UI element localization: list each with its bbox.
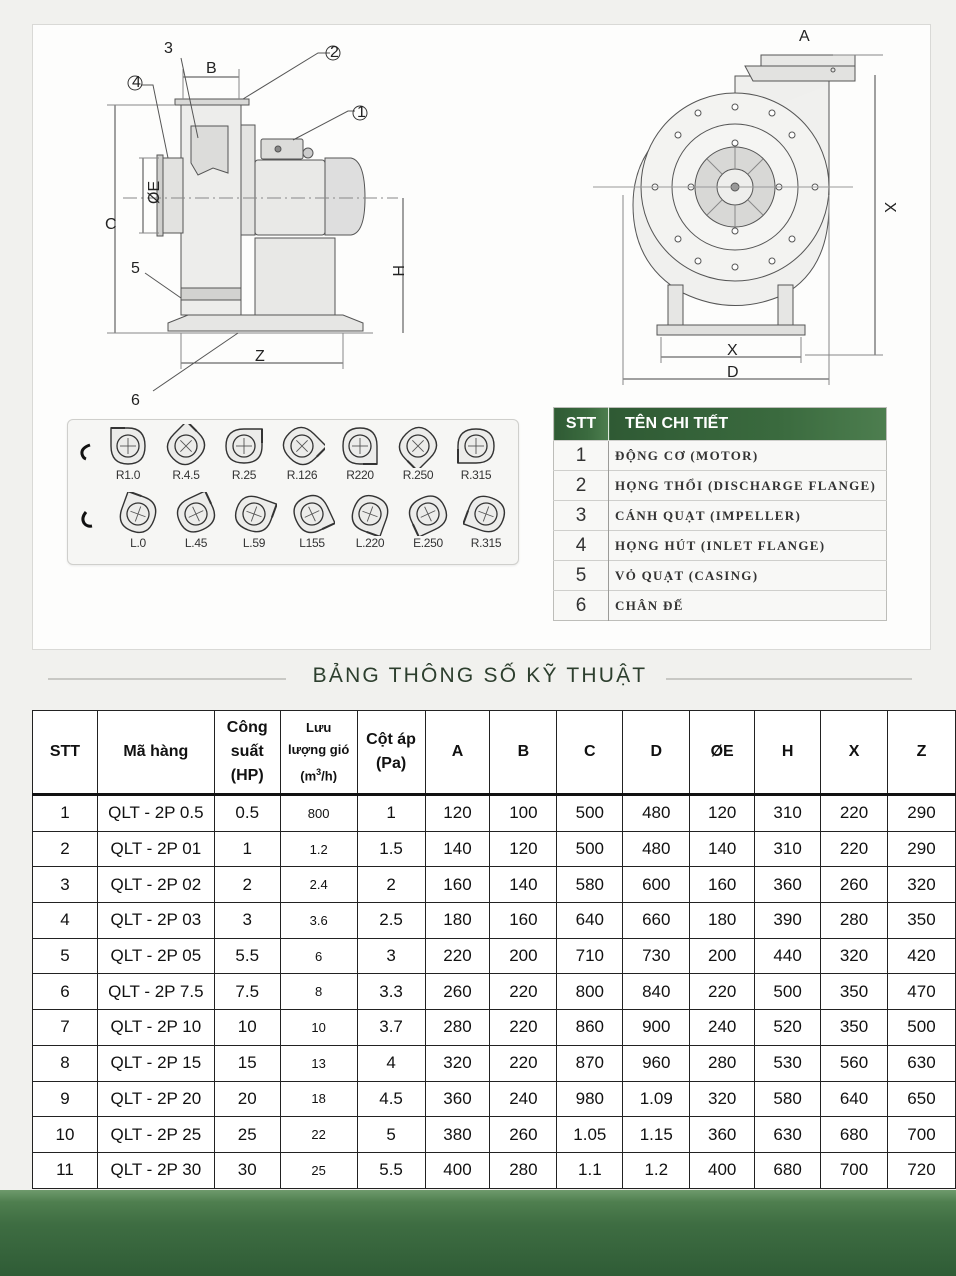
part-name: ĐỘNG CƠ (MOTOR): [609, 441, 887, 471]
cell-flow: 10: [280, 1010, 357, 1046]
cell-stt: 7: [33, 1010, 98, 1046]
cell-d: 660: [623, 903, 690, 939]
part-number: 1: [554, 441, 609, 471]
cell-power: 5.5: [214, 938, 280, 974]
col-header-x: X: [821, 711, 888, 795]
cell-power: 2: [214, 867, 280, 903]
cell-h: 390: [755, 903, 821, 939]
spec-row: [33, 1045, 956, 1081]
cell-e: 220: [690, 974, 755, 1010]
fan-orientation-icon: [453, 424, 499, 468]
cell-z: 320: [887, 867, 955, 903]
parts-row: [554, 501, 887, 531]
cell-stt: 10: [33, 1117, 98, 1153]
cell-e: 200: [690, 938, 755, 974]
orientation-label: R220: [346, 468, 374, 482]
cell-b: 120: [490, 831, 557, 867]
orientation-option: [224, 492, 284, 560]
part-name: CÁNH QUẠT (IMPELLER): [609, 501, 887, 531]
cell-flow: 18: [280, 1081, 357, 1117]
spec-row: [33, 974, 956, 1010]
cell-pressure: 5: [357, 1117, 425, 1153]
cell-x: 280: [821, 903, 888, 939]
cell-h: 360: [755, 867, 821, 903]
cell-code: QLT - 2P 25: [97, 1117, 214, 1153]
cell-flow: 22: [280, 1117, 357, 1153]
cell-c: 980: [557, 1081, 623, 1117]
cell-a: 120: [425, 795, 490, 832]
cell-h: 520: [755, 1010, 821, 1046]
col-header-code: Mã hàng: [97, 711, 214, 795]
cell-c: 800: [557, 974, 623, 1010]
cell-pressure: 3.7: [357, 1010, 425, 1046]
cell-b: 220: [490, 1045, 557, 1081]
spec-row: [33, 938, 956, 974]
orientation-label: R.250: [402, 468, 434, 482]
cell-flow: 25: [280, 1152, 357, 1188]
parts-row: [554, 591, 887, 621]
cell-code: QLT - 2P 20: [97, 1081, 214, 1117]
cell-power: 25: [214, 1117, 280, 1153]
cell-x: 640: [821, 1081, 888, 1117]
parts-list-table: [553, 407, 887, 621]
cell-code: QLT - 2P 05: [97, 938, 214, 974]
cell-pressure: 3.3: [357, 974, 425, 1010]
orientation-option: [330, 424, 390, 492]
cell-code: QLT - 2P 03: [97, 903, 214, 939]
fan-orientation-icon: [405, 492, 451, 536]
orientation-label: L.45: [184, 536, 208, 550]
technical-drawing-panel: [32, 24, 931, 650]
cell-d: 900: [623, 1010, 690, 1046]
cell-pressure: 2: [357, 867, 425, 903]
cell-h: 310: [755, 831, 821, 867]
dim-label-a: A: [799, 28, 810, 45]
cell-z: 700: [887, 1117, 955, 1153]
orientation-label: L.0: [130, 536, 146, 550]
cell-d: 1.2: [623, 1152, 690, 1188]
col-header-pressure: Cột áp (Pa): [357, 711, 425, 795]
col-header-e: ØE: [690, 711, 755, 795]
part-number: 3: [554, 501, 609, 531]
part-number: 6: [554, 591, 609, 621]
parts-header-stt: STT: [554, 408, 609, 441]
spec-row: [33, 1010, 956, 1046]
cell-z: 630: [887, 1045, 955, 1081]
spec-row: [33, 867, 956, 903]
orientation-label: L155: [299, 536, 325, 550]
part-name: HỌNG THỔI (DISCHARGE FLANGE): [609, 471, 887, 501]
fan-orientation-icon: [395, 424, 441, 468]
cell-a: 320: [425, 1045, 490, 1081]
orientation-option: [214, 424, 274, 492]
orientation-option: [282, 492, 342, 560]
cell-e: 180: [690, 903, 755, 939]
cell-x: 700: [821, 1152, 888, 1188]
orientation-option: [156, 424, 216, 492]
col-header-a: A: [425, 711, 490, 795]
col-header-z: Z: [887, 711, 955, 795]
col-header-d: D: [623, 711, 690, 795]
cell-flow: 3.6: [280, 903, 357, 939]
cell-stt: 5: [33, 938, 98, 974]
callout-6: 6: [131, 392, 140, 409]
cell-e: 120: [690, 795, 755, 832]
fan-orientation-icon: [221, 424, 267, 468]
callout-1: 1: [357, 104, 366, 121]
cell-flow: 1.2: [280, 831, 357, 867]
dim-label-x-side: X: [881, 202, 898, 213]
orientation-option: [340, 492, 400, 560]
cell-b: 220: [490, 974, 557, 1010]
cell-z: 720: [887, 1152, 955, 1188]
cell-pressure: 5.5: [357, 1152, 425, 1188]
cell-power: 3: [214, 903, 280, 939]
cell-code: QLT - 2P 0.5: [97, 795, 214, 832]
cell-h: 310: [755, 795, 821, 832]
cell-a: 260: [425, 974, 490, 1010]
title-divider-right: [666, 678, 912, 680]
orientation-label: R.315: [460, 468, 492, 482]
cell-a: 180: [425, 903, 490, 939]
cell-z: 290: [887, 831, 955, 867]
cell-b: 100: [490, 795, 557, 832]
spec-header-row: [33, 711, 956, 795]
cell-x: 220: [821, 831, 888, 867]
cell-power: 15: [214, 1045, 280, 1081]
section-title-text: BẢNG THÔNG SỐ KỸ THUẬT: [312, 664, 648, 687]
part-number: 2: [554, 471, 609, 501]
callout-4: 4: [132, 74, 141, 91]
cell-e: 280: [690, 1045, 755, 1081]
orientation-option: [388, 424, 448, 492]
footer-band: [0, 1190, 956, 1276]
cell-code: QLT - 2P 7.5: [97, 974, 214, 1010]
dim-label-x-bottom: X: [727, 342, 738, 359]
cell-h: 530: [755, 1045, 821, 1081]
part-name: CHÂN ĐẾ: [609, 591, 887, 621]
cell-a: 400: [425, 1152, 490, 1188]
cell-z: 500: [887, 1010, 955, 1046]
fan-orientation-icon: [279, 424, 325, 468]
parts-row: [554, 531, 887, 561]
part-number: 4: [554, 531, 609, 561]
spec-row: [33, 795, 956, 832]
col-header-flow: Lưu lượng gió $(m^3/h)$: [280, 711, 357, 795]
cell-a: 360: [425, 1081, 490, 1117]
cell-x: 320: [821, 938, 888, 974]
cell-h: 630: [755, 1117, 821, 1153]
orientation-option: [166, 492, 226, 560]
cell-e: 400: [690, 1152, 755, 1188]
fan-orientation-icon: [463, 492, 509, 536]
orientation-label: R.4.5: [172, 468, 200, 482]
cell-x: 350: [821, 1010, 888, 1046]
col-header-stt: STT: [33, 711, 98, 795]
cell-b: 200: [490, 938, 557, 974]
cell-b: 260: [490, 1117, 557, 1153]
cell-power: 10: [214, 1010, 280, 1046]
cell-c: 870: [557, 1045, 623, 1081]
cell-d: 480: [623, 795, 690, 832]
orientation-chart: [67, 419, 519, 565]
front-view-drawing: [593, 25, 923, 405]
cell-d: 600: [623, 867, 690, 903]
orientation-label: R.25: [231, 468, 257, 482]
cell-code: QLT - 2P 30: [97, 1152, 214, 1188]
col-header-power: Công suất (HP): [214, 711, 280, 795]
orientation-label: L.59: [242, 536, 266, 550]
dim-label-e: ØE: [146, 180, 163, 204]
cell-a: 380: [425, 1117, 490, 1153]
cell-x: 560: [821, 1045, 888, 1081]
fan-orientation-icon: [173, 492, 219, 536]
cell-d: 1.09: [623, 1081, 690, 1117]
fan-orientation-icon: [163, 424, 209, 468]
cell-code: QLT - 2P 01: [97, 831, 214, 867]
spec-row: [33, 1152, 956, 1188]
cell-stt: 1: [33, 795, 98, 832]
cell-d: 960: [623, 1045, 690, 1081]
dim-label-d: D: [727, 364, 739, 381]
cell-a: 280: [425, 1010, 490, 1046]
cell-stt: 6: [33, 974, 98, 1010]
orientation-label: R.315: [470, 536, 502, 550]
cell-c: 580: [557, 867, 623, 903]
cell-x: 350: [821, 974, 888, 1010]
fan-orientation-icon: [347, 492, 393, 536]
cell-h: 440: [755, 938, 821, 974]
cell-a: 220: [425, 938, 490, 974]
counterclockwise-arrow-icon: [78, 510, 94, 530]
cell-d: 480: [623, 831, 690, 867]
cell-c: 500: [557, 831, 623, 867]
cell-d: 1.15: [623, 1117, 690, 1153]
cell-pressure: 3: [357, 938, 425, 974]
cell-b: 280: [490, 1152, 557, 1188]
part-name: HỌNG HÚT (INLET FLANGE): [609, 531, 887, 561]
cell-pressure: 2.5: [357, 903, 425, 939]
orientation-option: [98, 424, 158, 492]
cell-b: 240: [490, 1081, 557, 1117]
spec-row: [33, 1117, 956, 1153]
orientation-option: [398, 492, 458, 560]
cell-flow: 6: [280, 938, 357, 974]
cell-stt: 3: [33, 867, 98, 903]
orientation-option: [108, 492, 168, 560]
orientation-label: L.220: [355, 536, 385, 550]
cell-pressure: 1: [357, 795, 425, 832]
cell-h: 500: [755, 974, 821, 1010]
cell-a: 140: [425, 831, 490, 867]
cell-e: 320: [690, 1081, 755, 1117]
cell-e: 240: [690, 1010, 755, 1046]
orientation-label: R1.0: [115, 468, 141, 482]
cell-stt: 9: [33, 1081, 98, 1117]
part-name: VỎ QUẠT (CASING): [609, 561, 887, 591]
cell-pressure: 1.5: [357, 831, 425, 867]
parts-row: [554, 441, 887, 471]
parts-row: [554, 561, 887, 591]
parts-header-name: TÊN CHI TIẾT: [609, 408, 887, 441]
cell-power: 0.5: [214, 795, 280, 832]
orientation-row-counterclockwise: [68, 492, 518, 560]
parts-row: [554, 471, 887, 501]
cell-flow: 8: [280, 974, 357, 1010]
spec-row: [33, 1081, 956, 1117]
cell-code: QLT - 2P 15: [97, 1045, 214, 1081]
orientation-option: [446, 424, 506, 492]
cell-pressure: 4: [357, 1045, 425, 1081]
dim-label-c: C: [105, 216, 117, 233]
cell-flow: 800: [280, 795, 357, 832]
cell-c: 640: [557, 903, 623, 939]
cell-z: 650: [887, 1081, 955, 1117]
cell-x: 260: [821, 867, 888, 903]
cell-stt: 2: [33, 831, 98, 867]
cell-power: 20: [214, 1081, 280, 1117]
callout-5: 5: [131, 260, 140, 277]
cell-e: 360: [690, 1117, 755, 1153]
cell-z: 470: [887, 974, 955, 1010]
fan-orientation-icon: [231, 492, 277, 536]
spec-row: [33, 903, 956, 939]
cell-power: 30: [214, 1152, 280, 1188]
cell-power: 7.5: [214, 974, 280, 1010]
clockwise-arrow-icon: [78, 442, 94, 462]
cell-b: 160: [490, 903, 557, 939]
cell-stt: 11: [33, 1152, 98, 1188]
cell-h: 680: [755, 1152, 821, 1188]
cell-flow: 13: [280, 1045, 357, 1081]
orientation-option: [272, 424, 332, 492]
orientation-row-clockwise: [68, 424, 518, 492]
dim-label-z: Z: [255, 348, 265, 365]
orientation-label: R.126: [286, 468, 318, 482]
cell-b: 140: [490, 867, 557, 903]
cell-z: 290: [887, 795, 955, 832]
cell-stt: 8: [33, 1045, 98, 1081]
cell-flow: 2.4: [280, 867, 357, 903]
callout-3: 3: [164, 40, 173, 57]
cell-c: 710: [557, 938, 623, 974]
cell-c: 860: [557, 1010, 623, 1046]
cell-b: 220: [490, 1010, 557, 1046]
part-number: 5: [554, 561, 609, 591]
cell-c: 1.1: [557, 1152, 623, 1188]
section-title: [48, 664, 912, 694]
cell-c: 500: [557, 795, 623, 832]
spec-row: [33, 831, 956, 867]
fan-orientation-icon: [289, 492, 335, 536]
callout-2: 2: [330, 44, 339, 61]
cell-a: 160: [425, 867, 490, 903]
cell-c: 1.05: [557, 1117, 623, 1153]
side-view-drawing: [93, 33, 423, 413]
cell-h: 580: [755, 1081, 821, 1117]
cell-e: 160: [690, 867, 755, 903]
cell-code: QLT - 2P 02: [97, 867, 214, 903]
cell-x: 220: [821, 795, 888, 832]
col-header-c: C: [557, 711, 623, 795]
dim-label-b: B: [206, 60, 217, 77]
base-plate: [168, 315, 363, 331]
cell-power: 1: [214, 831, 280, 867]
cell-pressure: 4.5: [357, 1081, 425, 1117]
dim-label-h: H: [389, 265, 406, 277]
col-header-h: H: [755, 711, 821, 795]
cell-d: 840: [623, 974, 690, 1010]
cell-code: QLT - 2P 10: [97, 1010, 214, 1046]
cell-stt: 4: [33, 903, 98, 939]
col-header-b: B: [490, 711, 557, 795]
cell-e: 140: [690, 831, 755, 867]
spec-table: [32, 710, 956, 1189]
fan-orientation-icon: [105, 424, 151, 468]
cell-d: 730: [623, 938, 690, 974]
cell-z: 420: [887, 938, 955, 974]
orientation-label: E.250: [413, 536, 443, 550]
cell-x: 680: [821, 1117, 888, 1153]
orientation-option: [456, 492, 516, 560]
cell-z: 350: [887, 903, 955, 939]
fan-orientation-icon: [337, 424, 383, 468]
fan-orientation-icon: [115, 492, 161, 536]
